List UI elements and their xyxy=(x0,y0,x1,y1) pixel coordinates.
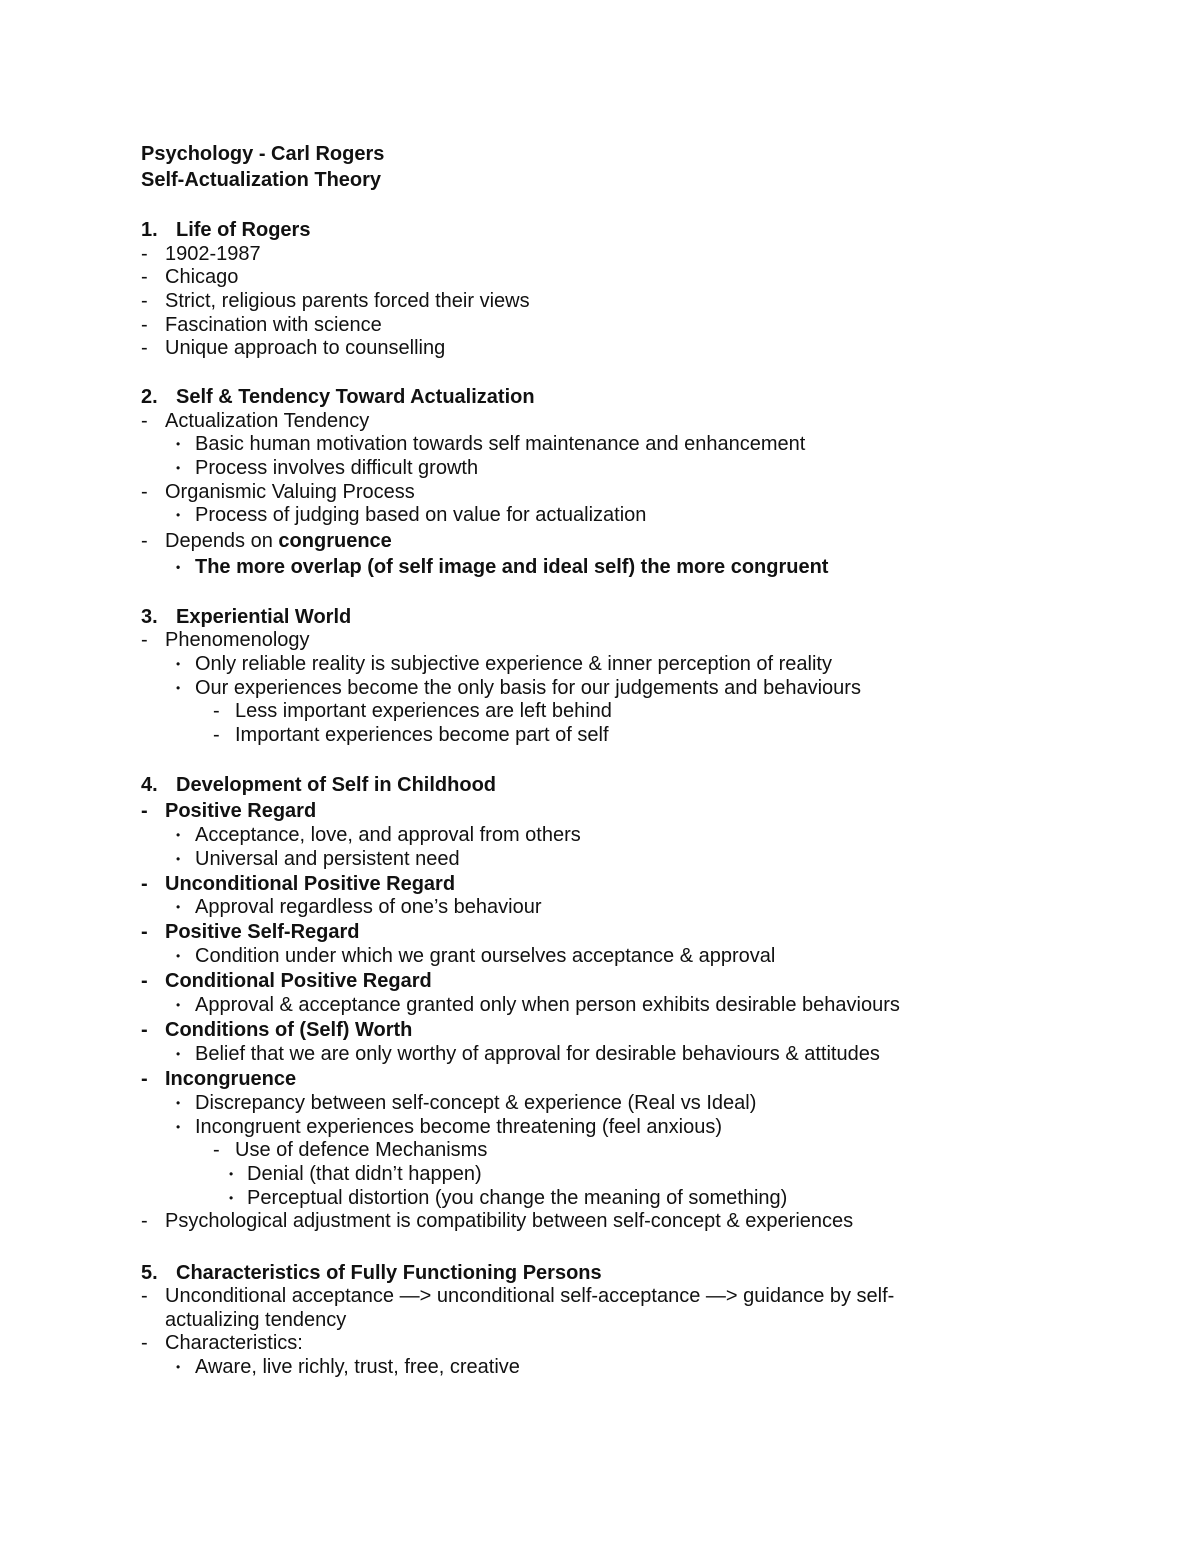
list-item: Denial (that didn’t happen) xyxy=(247,1163,482,1185)
dot-bullet: • xyxy=(176,852,181,866)
dash-bullet: - xyxy=(141,800,148,822)
dash-bullet: - xyxy=(141,481,148,503)
list-item: Positive Regard xyxy=(165,800,317,822)
dot-bullet: • xyxy=(176,828,181,842)
dot-bullet: • xyxy=(176,508,181,522)
dash-bullet: - xyxy=(141,290,148,312)
list-item: Unconditional acceptance —> unconditional self-acceptance —> guidance by self- xyxy=(165,1285,895,1307)
dash-bullet: - xyxy=(213,1139,220,1161)
section-heading: Life of Rogers xyxy=(176,219,311,241)
list-item: Approval & acceptance granted only when person exhibits desirable behaviours xyxy=(195,994,900,1016)
dash-bullet: - xyxy=(141,873,148,895)
section-heading: Characteristics of Fully Functioning Persons xyxy=(176,1262,602,1284)
list-item: Incongruent experiences become threatening (feel anxious) xyxy=(195,1116,722,1138)
section-heading: Self & Tendency Toward Actualization xyxy=(176,386,535,408)
list-item: Condition under which we grant ourselves acceptance & approval xyxy=(195,945,776,967)
dash-bullet: - xyxy=(141,1068,148,1090)
list-item: Strict, religious parents forced their views xyxy=(165,290,530,312)
document-subtitle: Self-Actualization Theory xyxy=(141,169,382,191)
list-item: Incongruence xyxy=(165,1068,297,1090)
dot-bullet: • xyxy=(176,681,181,695)
section-number: 3. xyxy=(141,606,158,628)
list-item: Actualization Tendency xyxy=(165,410,370,432)
dash-bullet: - xyxy=(141,243,148,265)
list-item: Positive Self-Regard xyxy=(165,921,360,943)
list-item: 1902-1987 xyxy=(165,243,261,265)
dash-bullet: - xyxy=(141,629,148,651)
list-item: Perceptual distortion (you change the meaning of something) xyxy=(247,1187,788,1209)
dot-bullet: • xyxy=(229,1167,234,1181)
dash-bullet: - xyxy=(141,266,148,288)
section-number: 5. xyxy=(141,1262,158,1284)
section-heading: Experiential World xyxy=(176,606,352,628)
list-item: Conditions of (Self) Worth xyxy=(165,1019,413,1041)
dot-bullet: • xyxy=(176,1360,181,1374)
list-item: Organismic Valuing Process xyxy=(165,481,415,503)
section-number: 2. xyxy=(141,386,158,408)
list-item: Basic human motivation towards self maintenance and enhancement xyxy=(195,433,806,455)
dash-bullet: - xyxy=(141,970,148,992)
list-item: Phenomenology xyxy=(165,629,310,651)
section-heading: Development of Self in Childhood xyxy=(176,774,496,796)
list-item: Fascination with science xyxy=(165,314,382,336)
list-item: Unique approach to counselling xyxy=(165,337,446,359)
list-item: Aware, live richly, trust, free, creative xyxy=(195,1356,520,1378)
list-item: Less important experiences are left behind xyxy=(235,700,612,722)
dash-bullet: - xyxy=(141,337,148,359)
dash-bullet: - xyxy=(141,1285,148,1307)
list-item: Our experiences become the only basis for our judgements and behaviours xyxy=(195,677,861,699)
dot-bullet: • xyxy=(176,1120,181,1134)
list-item: Process involves difficult growth xyxy=(195,457,479,479)
list-item: Psychological adjustment is compatibility between self-concept & experiences xyxy=(165,1210,854,1232)
emphasis-text: congruence xyxy=(278,530,392,552)
dash-bullet: - xyxy=(141,410,148,432)
dot-bullet: • xyxy=(176,998,181,1012)
list-item: Belief that we are only worthy of approval for desirable behaviours & attitudes xyxy=(195,1043,880,1065)
dash-bullet: - xyxy=(213,724,220,746)
list-item: Use of defence Mechanisms xyxy=(235,1139,488,1161)
list-item: Universal and persistent need xyxy=(195,848,460,870)
list-item: Characteristics: xyxy=(165,1332,303,1354)
list-item: Conditional Positive Regard xyxy=(165,970,432,992)
dash-bullet: - xyxy=(141,921,148,943)
list-item xyxy=(165,529,392,553)
dash-bullet: - xyxy=(213,700,220,722)
list-item-continuation: actualizing tendency xyxy=(165,1309,347,1331)
dot-bullet: • xyxy=(176,560,181,574)
list-item: Acceptance, love, and approval from others xyxy=(195,824,581,846)
list-item: Process of judging based on value for actualization xyxy=(195,504,647,526)
list-item: Only reliable reality is subjective experience & inner perception of reality xyxy=(195,653,832,675)
list-item: Chicago xyxy=(165,266,239,288)
dash-bullet: - xyxy=(141,1210,148,1232)
section-number: 4. xyxy=(141,774,158,796)
list-item: Discrepancy between self-concept & experience (Real vs Ideal) xyxy=(195,1092,757,1114)
dot-bullet: • xyxy=(176,900,181,914)
section-number: 1. xyxy=(141,219,158,241)
dash-bullet: - xyxy=(141,314,148,336)
dot-bullet: • xyxy=(229,1191,234,1205)
dot-bullet: • xyxy=(176,461,181,475)
list-item: Approval regardless of one’s behaviour xyxy=(195,896,542,918)
dash-bullet: - xyxy=(141,1019,148,1041)
dot-bullet: • xyxy=(176,949,181,963)
list-item: Important experiences become part of self xyxy=(235,724,609,746)
document-title: Psychology - Carl Rogers xyxy=(141,143,385,165)
list-item: Unconditional Positive Regard xyxy=(165,873,456,895)
list-item-text: Depends on xyxy=(165,530,279,552)
dot-bullet: • xyxy=(176,1096,181,1110)
dot-bullet: • xyxy=(176,657,181,671)
dot-bullet: • xyxy=(176,1047,181,1061)
dash-bullet: - xyxy=(141,530,148,552)
list-item: The more overlap (of self image and ideal self) the more congruent xyxy=(195,556,829,578)
dot-bullet: • xyxy=(176,437,181,451)
dash-bullet: - xyxy=(141,1332,148,1354)
